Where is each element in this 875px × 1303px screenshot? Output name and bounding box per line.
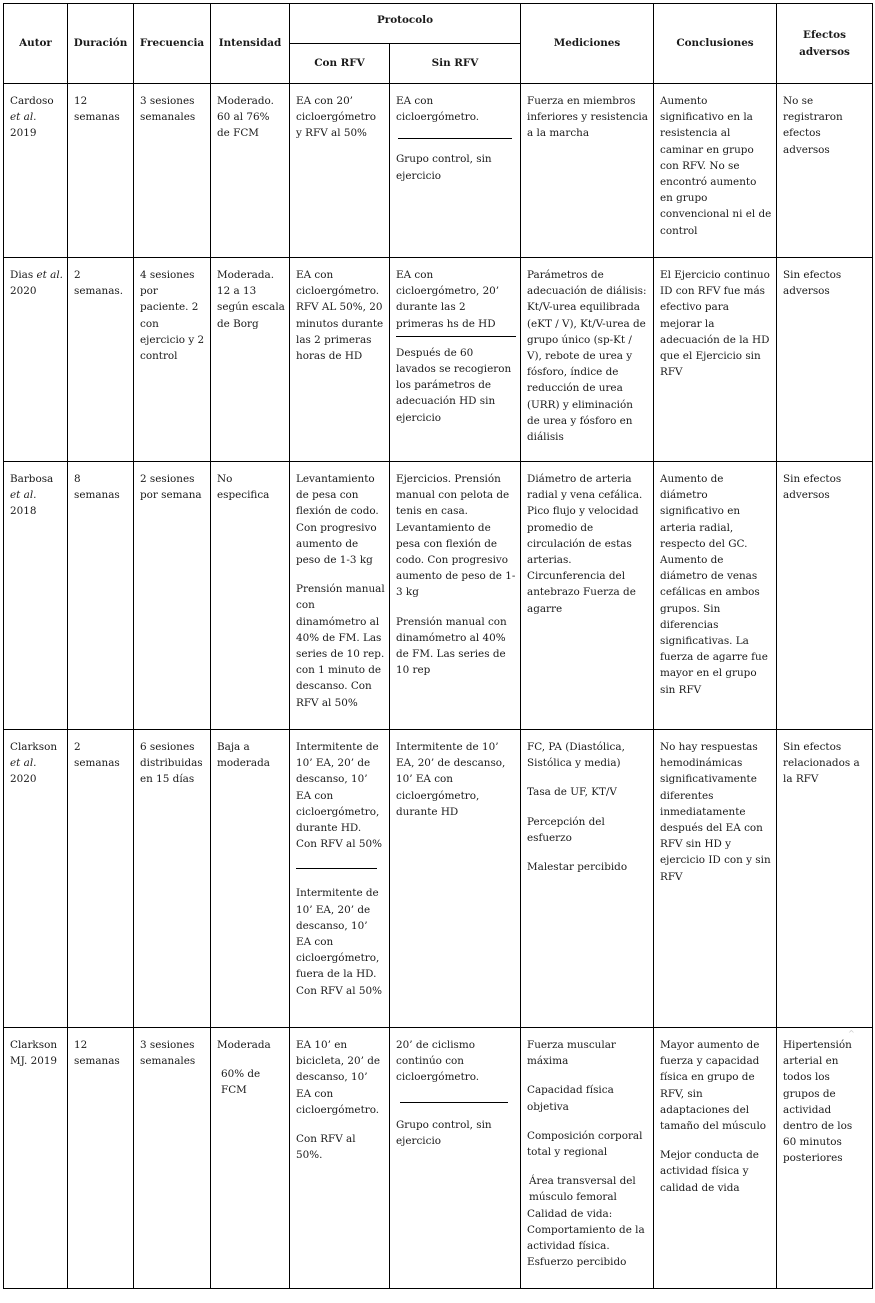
cell-intensidad: No especifica [211, 462, 290, 730]
cell-duracion: 8 semanas [68, 462, 134, 730]
cell-mediciones: Fuerza muscular máxima Capacidad física objetiva Composición corporal total y regional Área transversal del músculo femoral Calidad de vida: Comportamiento de la actividad física. Esfuerzo percibido [521, 1028, 654, 1289]
cell-efectos: Sin efectos adversos [777, 258, 873, 462]
cell-duracion: 12 semanas [68, 84, 134, 258]
cell-conclusiones: No hay respuestas hemodinámicas significativamente diferentes inmediatamente después del EA con RFV sin HD y ejercicio ID con y sin RFV [654, 730, 777, 1028]
cell-frecuencia: 3 sesiones semanales [134, 1028, 211, 1289]
table-row [4, 462, 873, 730]
cell-efectos: No se registraron efectos adversos [777, 84, 873, 258]
cell-duracion: 2 semanas. [68, 258, 134, 462]
cell-duracion: 2 semanas [68, 730, 134, 1028]
cell-conclusiones: Aumento significativo en la resistencia al caminar en grupo con RFV. No se encontró aumento en grupo convencional ni el de control [654, 84, 777, 258]
cell-conclusiones: Aumento de diámetro significativo en arteria radial, respecto del GC. Aumento de diámetro de venas cefálicas en ambos grupos. Sin diferencias significativas. La fuerza de agarre fue mayor en el grupo sin RFV [654, 462, 777, 730]
cell-autor: Clarkson et al. 2020 [4, 730, 68, 1028]
header-frecuencia: Frecuencia [134, 4, 211, 84]
cell-frecuencia: 3 sesiones semanales [134, 84, 211, 258]
header-protocolo: Protocolo [290, 4, 521, 44]
header-duracion: Duración [68, 4, 134, 84]
cell-sin-rfv: Ejercicios. Prensión manual con pelota de tenis en casa. Levantamiento de pesa con flexión de codo. Con progresivo aumento de peso de 1-3 kg Prensión manual con dinamómetro al 40% de FM. Las series de 10 rep [390, 462, 521, 730]
header-sin-rfv: Sin RFV [390, 44, 521, 84]
cell-frecuencia: 6 sesiones distribuidas en 15 días [134, 730, 211, 1028]
header-autor: Autor [4, 4, 68, 84]
header-conclusiones: Conclusiones [654, 4, 777, 84]
table-row [4, 1028, 873, 1289]
cell-con-rfv: Levantamiento de pesa con flexión de codo. Con progresivo aumento de peso de 1-3 kg Prensión manual con dinamómetro al 40% de FM. Las series de 10 rep. con 1 minuto de descanso. Con RFV al 50% [290, 462, 390, 730]
cell-con-rfv: EA con cicloergómetro. RFV AL 50%, 20 minutos durante las 2 primeras horas de HD [290, 258, 390, 462]
divider [398, 138, 512, 139]
cell-efectos: Sin efectos relacionados a la RFV [777, 730, 873, 1028]
cell-mediciones: FC, PA (Diastólica, Sistólica y media) Tasa de UF, KT/V Percepción del esfuerzo Malestar percibido [521, 730, 654, 1028]
studies-table [3, 3, 873, 1289]
cell-efectos: Hipertensión arterial en todos los grupos de actividad dentro de los 60 minutos posteriores [777, 1028, 873, 1289]
cell-intensidad: Moderado. 60 al 76% de FCM [211, 84, 290, 258]
cell-conclusiones: El Ejercicio continuo ID con RFV fue más efectivo para mejorar la adecuación de la HD que el Ejercicio sin RFV [654, 258, 777, 462]
cell-autor: Barbosa et al. 2018 [4, 462, 68, 730]
cell-sin-rfv: EA con cicloergómetro, 20’ durante las 2 primeras hs de HD Después de 60 lavados se recogieron los parámetros de adecuación HD sin ejercicio [390, 258, 521, 462]
cell-autor: Dias et al. 2020 [4, 258, 68, 462]
cell-efectos: Sin efectos adversos [777, 462, 873, 730]
cell-conclusiones: Mayor aumento de fuerza y capacidad física en grupo de RFV, sin adaptaciones del tamaño del músculo Mejor conducta de actividad física y calidad de vida [654, 1028, 777, 1289]
cell-intensidad: Moderada 60% de FCM [211, 1028, 290, 1289]
cell-intensidad: Baja a moderada [211, 730, 290, 1028]
table-row [4, 258, 873, 462]
cell-duracion: 12 semanas [68, 1028, 134, 1289]
header-con-rfv: Con RFV [290, 44, 390, 84]
cell-con-rfv: Intermitente de 10’ EA, 20’ de descanso, 10’ EA con cicloergómetro, durante HD. Con RFV al 50% Intermitente de 10’ EA, 20’ de descanso, 10’ EA con cicloergómetro, fuera de la HD. Con RFV al 50% [290, 730, 390, 1028]
corner-mark: ^ [848, 1029, 855, 1038]
divider [400, 1102, 508, 1103]
header-mediciones: Mediciones [521, 4, 654, 84]
cell-sin-rfv: EA con cicloergómetro. Grupo control, sin ejercicio [390, 84, 521, 258]
cell-autor: Clarkson MJ. 2019 [4, 1028, 68, 1289]
cell-intensidad: Moderada. 12 a 13 según escala de Borg [211, 258, 290, 462]
cell-sin-rfv: 20’ de ciclismo continúo con cicloergómetro. Grupo control, sin ejercicio [390, 1028, 521, 1289]
cell-frecuencia: 2 sesiones por semana [134, 462, 211, 730]
cell-mediciones: Fuerza en miembros inferiores y resistencia a la marcha [521, 84, 654, 258]
cell-mediciones: Diámetro de arteria radial y vena cefálica. Pico flujo y velocidad promedio de circulación de estas arterias. Circunferencia del antebrazo Fuerza de agarre [521, 462, 654, 730]
divider [296, 868, 377, 869]
header-intensidad: Intensidad [211, 4, 290, 84]
table-row [4, 84, 873, 258]
cell-mediciones: Parámetros de adecuación de diálisis: Kt/V-urea equilibrada (eKT / V), Kt/V-urea de grupo único (sp-Kt / V), rebote de urea y fósforo, índice de reducción de urea (URR) y eliminación de urea y fósforo en diálisis [521, 258, 654, 462]
divider [396, 336, 516, 337]
table-row [4, 730, 873, 1028]
header-efectos: Efectos adversos [777, 4, 873, 84]
cell-con-rfv: EA 10’ en bicicleta, 20’ de descanso, 10’ EA con cicloergómetro. Con RFV al 50%. [290, 1028, 390, 1289]
cell-sin-rfv: Intermitente de 10’ EA, 20’ de descanso, 10’ EA con cicloergómetro, durante HD [390, 730, 521, 1028]
cell-autor: Cardoso et al. 2019 [4, 84, 68, 258]
cell-con-rfv: EA con 20’ cicloergómetro y RFV al 50% [290, 84, 390, 258]
cell-frecuencia: 4 sesiones por paciente. 2 con ejercicio y 2 control [134, 258, 211, 462]
